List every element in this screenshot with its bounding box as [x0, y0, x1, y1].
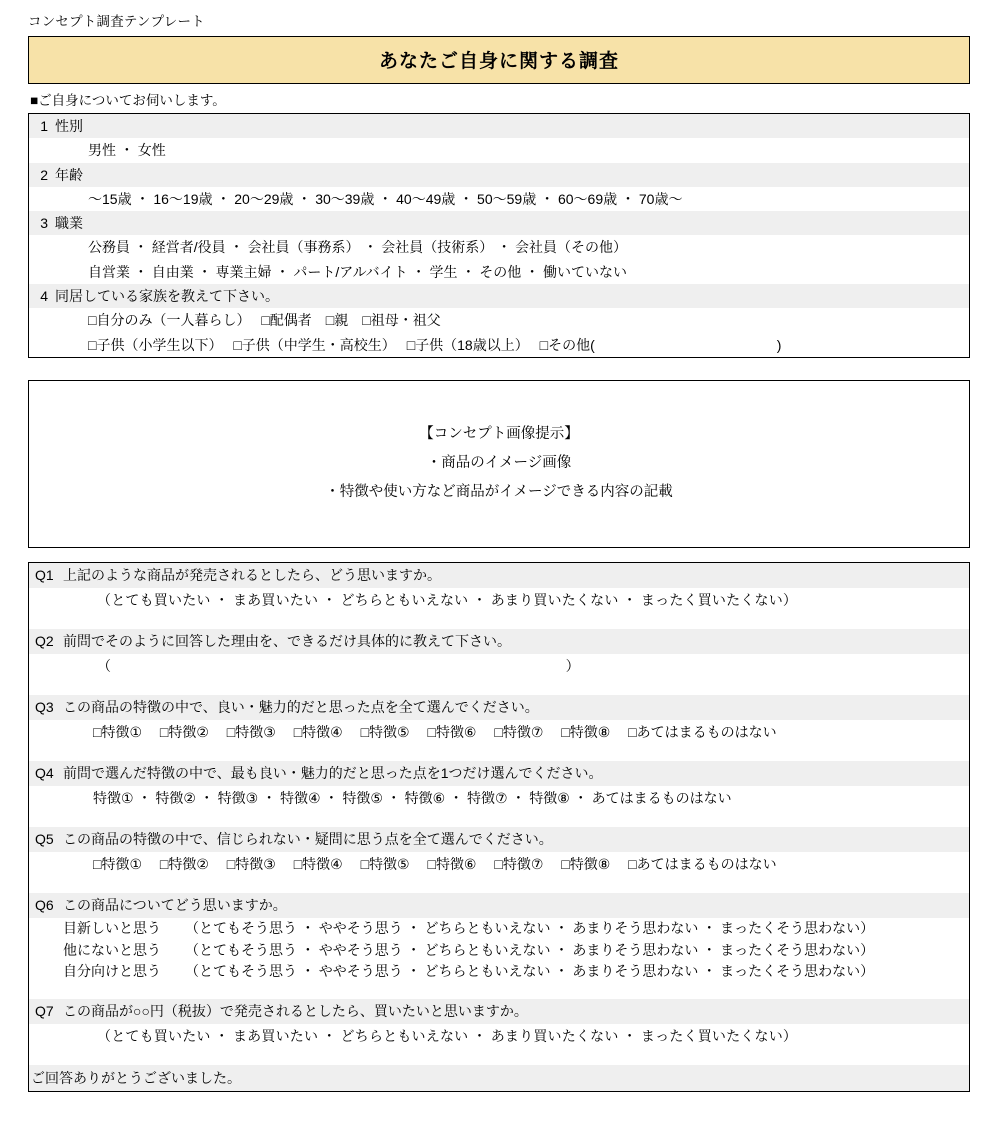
profile-answer-4b[interactable]	[29, 333, 969, 357]
document-label: コンセプト調査テンプレート	[28, 14, 205, 29]
question-q6-text: この商品についてどう思いますか。	[63, 896, 287, 913]
question-q7-number: Q7	[35, 1003, 54, 1020]
profile-question-3	[29, 211, 969, 235]
answer-q4-options[interactable]: 特徴① ・ 特徴② ・ 特徴③ ・ 特徴④ ・ 特徴⑤ ・ 特徴⑥ ・ 特徴⑦ ・ 特徴⑧ ・ あてはまるものはない	[93, 789, 732, 806]
answer-q3[interactable]	[29, 720, 969, 745]
answer-q7[interactable]	[29, 1024, 969, 1049]
profile-number-3: 3	[40, 215, 48, 232]
gap-q7-thanks	[29, 1049, 969, 1065]
question-q7-text: この商品が○○円（税抜）で発売されるとしたら、買いたいと思いますか。	[63, 1003, 528, 1020]
question-q1-number: Q1	[35, 566, 54, 583]
answer-q6-options-1[interactable]: （とてもそう思う ・ ややそう思う ・ どちらともいえない ・ あまりそう思わない ・ まったくそう思わない）	[185, 919, 875, 936]
answer-q3-checkboxes[interactable]: □特徴① □特徴② □特徴③ □特徴④ □特徴⑤ □特徴⑥ □特徴⑦ □特徴⑧ □あてはまるものはない	[93, 723, 777, 740]
profile-number-2: 2	[40, 166, 48, 183]
answer-q2-freetext[interactable]: （ ）	[97, 657, 580, 674]
question-q3-text: この商品の特徴の中で、良い・魅力的だと思った点を全て選んでください。	[63, 698, 539, 715]
gap-q1-q2	[29, 613, 969, 629]
profile-answer-4a[interactable]	[29, 308, 969, 332]
answer-q6-label-1: 目新しいと思う	[63, 919, 161, 936]
questions-block	[28, 562, 970, 1092]
profile-answer-2[interactable]	[29, 187, 969, 211]
question-q7	[29, 999, 969, 1024]
question-q4	[29, 761, 969, 786]
gap-q5-q6	[29, 877, 969, 893]
profile-number-1: 1	[40, 118, 48, 134]
answer-q6-label-3: 自分向けと思う	[63, 963, 161, 980]
gap-q2-q3	[29, 679, 969, 695]
profile-label-3: 職業	[55, 215, 83, 232]
answer-q6-row-1[interactable]	[29, 918, 969, 940]
profile-options-3b[interactable]: 自営業 ・ 自由業 ・ 専業主婦 ・ パート/アルバイト ・ 学生 ・ その他 ・ 働いていない	[88, 263, 628, 280]
answer-q4[interactable]	[29, 786, 969, 811]
profile-question-1	[29, 114, 969, 138]
profile-question-2	[29, 163, 969, 187]
answer-q1[interactable]	[29, 588, 969, 613]
question-q5-number: Q5	[35, 830, 54, 847]
profile-answer-1[interactable]	[29, 138, 969, 162]
document-title: あなたご自身に関する調査	[28, 36, 970, 84]
concept-image-box	[28, 380, 970, 548]
question-q5-text: この商品の特徴の中で、信じられない・疑問に思う点を全て選んでください。	[63, 830, 553, 847]
answer-q1-options[interactable]: （とても買いたい ・ まあ買いたい ・ どちらともいえない ・ あまり買いたくない ・ まったく買いたくない）	[97, 591, 798, 608]
answer-q6-options-2[interactable]: （とてもそう思う ・ ややそう思う ・ どちらともいえない ・ あまりそう思わない ・ まったくそう思わない）	[185, 941, 875, 958]
profile-answer-3b[interactable]	[29, 260, 969, 284]
concept-line-2: ・特徴や使い方など商品がイメージできる内容の記載	[325, 484, 673, 501]
question-q3	[29, 695, 969, 720]
answer-q6-row-2[interactable]	[29, 940, 969, 962]
question-q3-number: Q3	[35, 698, 54, 715]
answer-q6-label-2: 他にないと思う	[63, 941, 161, 958]
question-q1	[29, 563, 969, 588]
question-q4-number: Q4	[35, 764, 54, 781]
profile-answer-3a[interactable]	[29, 235, 969, 259]
profile-label-1: 性別	[55, 118, 83, 134]
profile-number-4: 4	[40, 288, 48, 305]
question-q2-text: 前問でそのように回答した理由を、できるだけ具体的に教えて下さい。	[63, 632, 511, 649]
profile-checkboxes-4b[interactable]: □子供（小学生以下） □子供（中学生・高校生） □子供（18歳以上） □その他( )	[88, 336, 782, 353]
answer-q2[interactable]	[29, 654, 969, 679]
thanks-message: ご回答ありがとうございました。	[29, 1065, 969, 1091]
question-q2	[29, 629, 969, 654]
question-q2-number: Q2	[35, 632, 54, 649]
answer-q6-row-3[interactable]	[29, 961, 969, 983]
answer-q6-options-3[interactable]: （とてもそう思う ・ ややそう思う ・ どちらともいえない ・ あまりそう思わない ・ まったくそう思わない）	[185, 963, 875, 980]
gap-q3-q4	[29, 745, 969, 761]
profile-label-2: 年齢	[55, 166, 83, 183]
profile-question-4	[29, 284, 969, 308]
question-q5	[29, 827, 969, 852]
profile-checkboxes-4a[interactable]: □自分のみ（一人暮らし） □配偶者 □親 □祖母・祖父	[88, 312, 441, 329]
gap-q6-q7	[29, 983, 969, 999]
profile-options-2[interactable]: ～15歳 ・ 16～19歳 ・ 20～29歳 ・ 30～39歳 ・ 40～49歳 ・ 50～59歳 ・ 60～69歳 ・ 70歳～	[88, 190, 683, 207]
question-q4-text: 前問で選んだ特徴の中で、最も良い・魅力的だと思った点を1つだけ選んでください。	[63, 764, 603, 781]
answer-q7-options[interactable]: （とても買いたい ・ まあ買いたい ・ どちらともいえない ・ あまり買いたくない ・ まったく買いたくない）	[97, 1028, 798, 1045]
profile-options-1[interactable]: 男性 ・ 女性	[88, 142, 166, 159]
profile-block	[28, 113, 970, 358]
gap-q4-q5	[29, 811, 969, 827]
answer-q5-checkboxes[interactable]: □特徴① □特徴② □特徴③ □特徴④ □特徴⑤ □特徴⑥ □特徴⑦ □特徴⑧ □あてはまるものはない	[93, 855, 777, 872]
concept-line-1: ・商品のイメージ画像	[426, 455, 572, 472]
profile-label-4: 同居している家族を教えて下さい。	[55, 288, 279, 305]
section-note: ■ご自身についてお伺いします。	[30, 93, 226, 108]
answer-q5[interactable]	[29, 852, 969, 877]
question-q6-number: Q6	[35, 896, 54, 913]
profile-options-3a[interactable]: 公務員 ・ 経営者/役員 ・ 会社員（事務系） ・ 会社員（技術系） ・ 会社員（その他）	[88, 239, 628, 256]
question-q6	[29, 893, 969, 918]
question-q1-text: 上記のような商品が発売されるとしたら、どう思いますか。	[63, 566, 441, 583]
concept-heading: 【コンセプト画像提示】	[419, 426, 579, 443]
